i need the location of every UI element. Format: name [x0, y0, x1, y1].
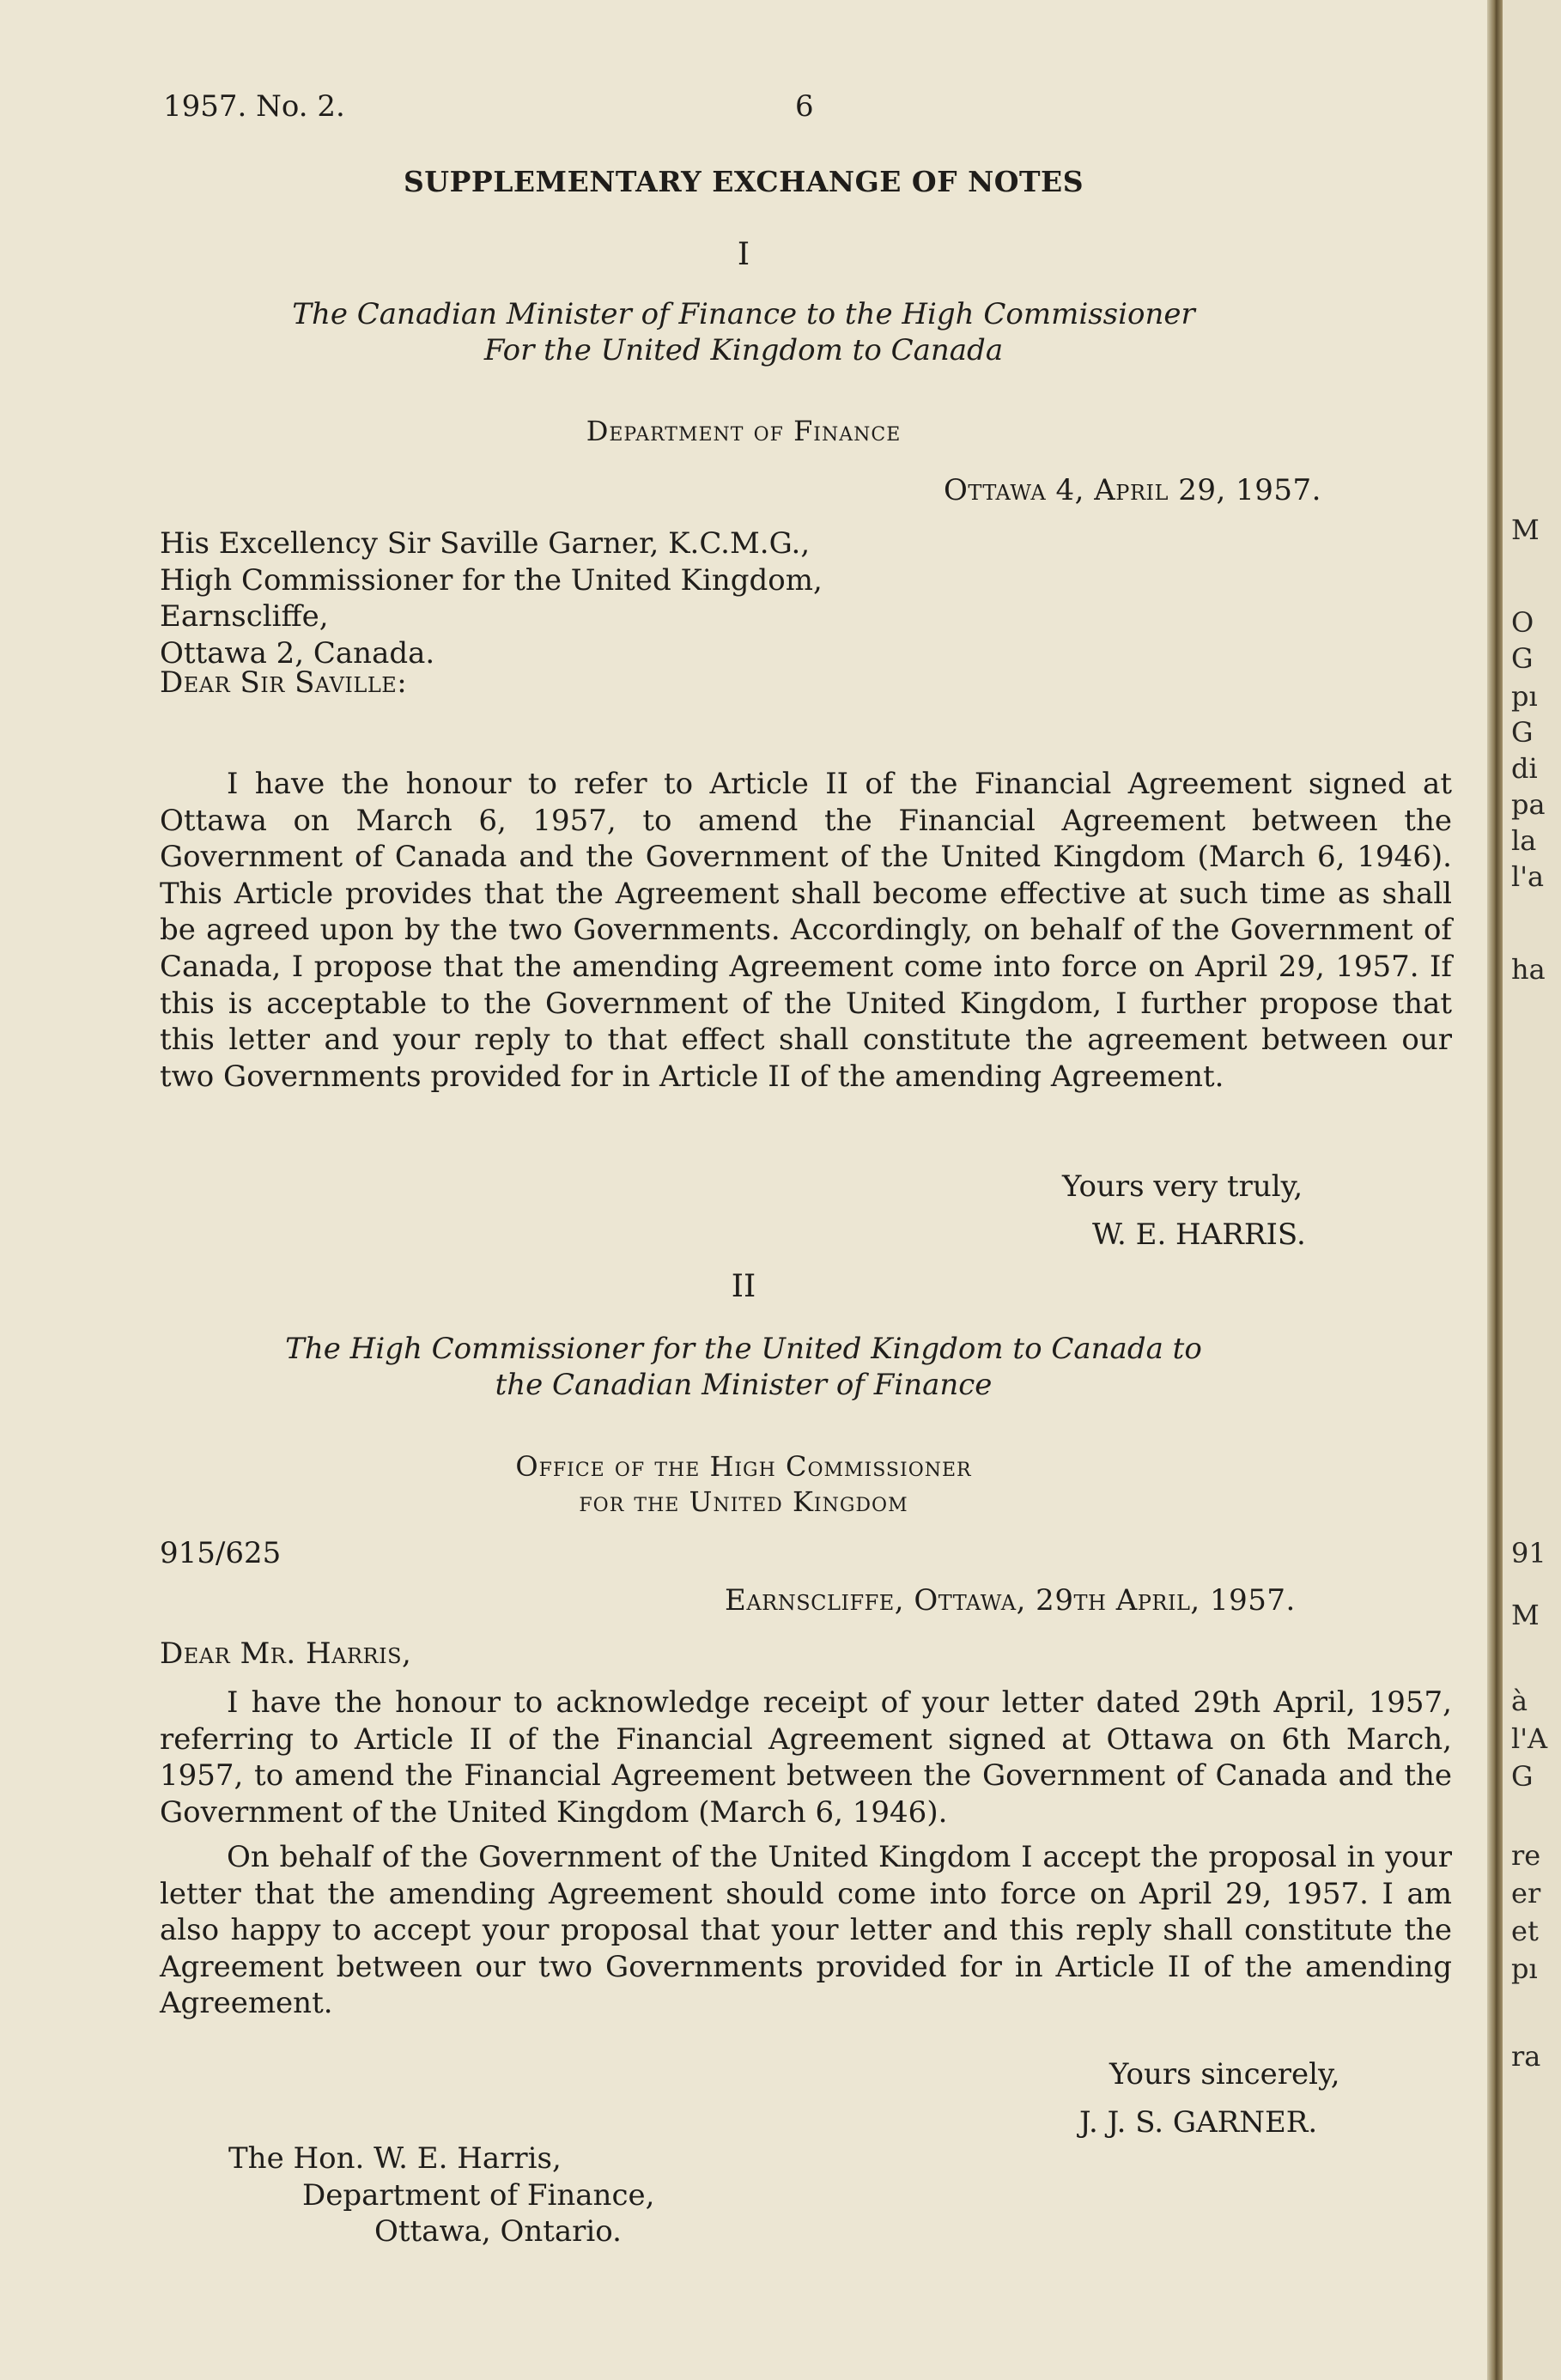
note-two-caption-line1: The High Commissioner for the United Kingdom to Canada to	[285, 1332, 1202, 1366]
note-two-caption-line2: the Canadian Minister of Finance	[495, 1368, 993, 1402]
note-one-signature: W. E. HARRIS.	[1092, 1217, 1306, 1252]
edge-fragment: la	[1511, 824, 1537, 857]
note-two-body-paragraph-1: I have the honour to acknowledge receipt of your letter dated 29th April, 1957, referring to Article II of the Financial Agreement signed at Ottawa on 6th March, 1957, to amend the Financial Agreement between the Government of Canada and the Government of the United Kingdom (March 6, 1946).	[160, 1685, 1452, 1830]
note-one-salutation: Dear Sir Saville:	[160, 665, 408, 700]
edge-fragment: l'a	[1511, 860, 1545, 893]
addressee-line: Earnscliffe,	[160, 599, 329, 634]
office-line-2: for the United Kingdom	[579, 1485, 908, 1518]
edge-fragment: G	[1511, 642, 1534, 675]
note-one-body: I have the honour to refer to Article II of the Financial Agreement signed at Ottawa on March 6, 1957, to amend the Financial Agreement between the Government of Canada and the Government of the United Kingdom (March 6, 1946). This Article provides that the Agreement shall become effective at such time as shall be agreed upon by the two Governments. Accordingly, on behalf of the Government of Canada, I propose that the amending Agreement come into force on April 29, 1957. If this is acceptable to the Government of the United Kingdom, I further propose that this letter and your reply to that effect shall constitute the agreement between our two Governments provided for in Article II of the amending Agreement.	[160, 767, 1452, 1094]
note-one-place-date: Ottawa 4, April 29, 1957.	[944, 473, 1321, 507]
note-two-place-date: Earnscliffe, Ottawa, 29th April, 1957.	[725, 1583, 1296, 1618]
series-number: 1957. No. 2.	[163, 89, 345, 124]
note-two-numeral: II	[731, 1269, 756, 1304]
edge-fragment: er	[1511, 1877, 1541, 1909]
note-two-signature: J. J. S. GARNER.	[1079, 2105, 1318, 2140]
office-line-1: Office of the High Commissioner	[515, 1450, 972, 1483]
edge-fragment: re	[1511, 1839, 1541, 1872]
document-title: SUPPLEMENTARY EXCHANGE OF NOTES	[403, 165, 1084, 198]
edge-fragment: à	[1511, 1685, 1528, 1717]
edge-fragment: G	[1511, 1760, 1534, 1793]
note-one-numeral: I	[737, 237, 750, 272]
reference-number: 915/625	[160, 1536, 282, 1570]
note-two-salutation: Dear Mr. Harris,	[160, 1636, 412, 1671]
addressee-line: His Excellency Sir Saville Garner, K.C.M.G.,	[160, 526, 811, 561]
edge-fragment: di	[1511, 752, 1538, 785]
edge-fragment: G	[1511, 716, 1534, 749]
edge-fragment: ra	[1511, 2040, 1541, 2073]
edge-fragment: M	[1511, 1599, 1540, 1631]
recipient-address	[228, 2140, 654, 2250]
edge-fragment: pı	[1511, 680, 1538, 713]
note-one-addressee	[160, 525, 1452, 671]
addressee-line: High Commissioner for the United Kingdom,	[160, 562, 823, 598]
book-gutter	[1487, 0, 1503, 2380]
page-number: 6	[795, 89, 814, 124]
recipient-line: Department of Finance,	[302, 2177, 655, 2213]
note-one-department: Department of Finance	[586, 415, 902, 447]
recipient-line: The Hon. W. E. Harris,	[228, 2141, 562, 2176]
edge-fragment: l'A	[1511, 1722, 1548, 1755]
edge-fragment: pı	[1511, 1952, 1538, 1985]
addressee-line: Ottawa 2, Canada.	[160, 635, 435, 671]
edge-fragment: pa	[1511, 788, 1546, 821]
note-one-caption-line2: For the United Kingdom to Canada	[483, 333, 1004, 367]
adjacent-page-edge	[1503, 0, 1561, 2380]
edge-fragment: M	[1511, 513, 1540, 546]
note-one-closing: Yours very truly,	[1062, 1169, 1303, 1204]
edge-fragment: et	[1511, 1915, 1539, 1947]
note-two-body-paragraph-2: On behalf of the Government of the United Kingdom I accept the proposal in your letter that the amending Agreement should come into force on April 29, 1957. I am also happy to accept your proposal that your letter and this reply shall constitute the Agreement between our two Governments provided for in Article II of the amending Agreement.	[160, 1840, 1452, 2021]
edge-fragment: ha	[1511, 953, 1546, 986]
note-one-caption-line1: The Canadian Minister of Finance to the High Commissioner	[292, 297, 1195, 331]
edge-fragment: 91	[1511, 1537, 1546, 1569]
note-two-closing: Yours sincerely,	[1109, 2057, 1340, 2092]
edge-fragment: O	[1511, 606, 1534, 639]
recipient-line: Ottawa, Ontario.	[374, 2214, 622, 2249]
